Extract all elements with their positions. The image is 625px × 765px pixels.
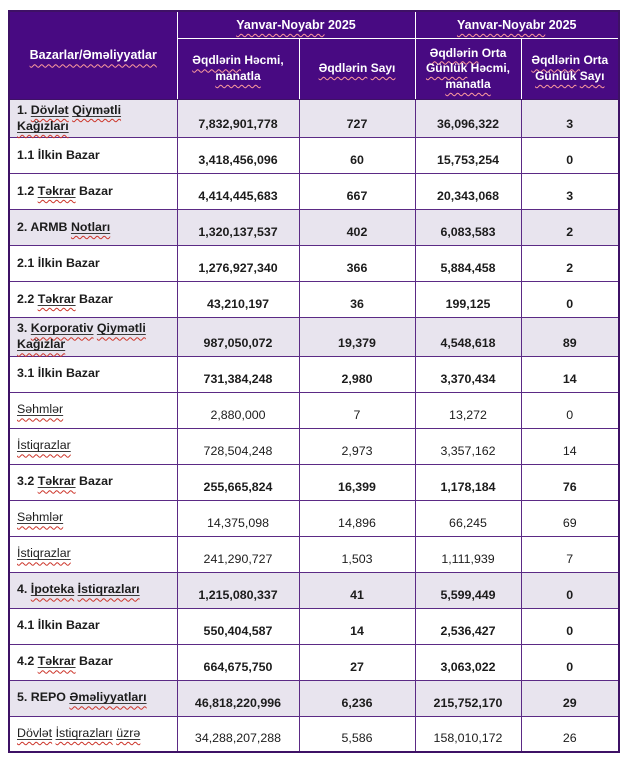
value-cell: 550,404,587 xyxy=(177,608,299,644)
misspelled-word: Günlük xyxy=(425,61,468,76)
misspelled-word: Əqdlərin xyxy=(318,61,368,76)
underlined-word: Korporativ xyxy=(30,321,94,336)
value-cell: 2,536,427 xyxy=(415,608,521,644)
misspelled-word xyxy=(17,402,63,416)
underlined-word: Notları xyxy=(70,220,111,235)
misspelled-word xyxy=(17,438,71,452)
table-row xyxy=(9,464,619,500)
value-cell: 0 xyxy=(521,608,619,644)
underlined-word: Təkrar xyxy=(37,654,76,669)
table-row xyxy=(9,428,619,464)
value-cell: 3,370,434 xyxy=(415,356,521,392)
value-cell: 13,272 xyxy=(415,392,521,428)
misspelled-word xyxy=(116,726,140,740)
value-cell: 158,010,172 xyxy=(415,716,521,752)
table-row xyxy=(9,644,619,680)
value-cell: 667 xyxy=(299,174,415,210)
value-cell: 19,379 xyxy=(299,318,415,356)
table-row xyxy=(9,500,619,536)
misspelled-word xyxy=(17,510,63,524)
misspelled-word xyxy=(31,103,69,117)
misspelled-word: Yanvar-Noyabr xyxy=(236,17,325,32)
misspelled-word xyxy=(69,690,146,704)
value-cell: 255,665,824 xyxy=(177,464,299,500)
value-cell: 215,752,170 xyxy=(415,680,521,716)
value-cell: 1,276,927,340 xyxy=(177,246,299,282)
table-row xyxy=(9,318,619,356)
misspelled-word xyxy=(38,292,76,306)
value-cell: 3,063,022 xyxy=(415,644,521,680)
value-cell: 66,245 xyxy=(415,500,521,536)
row-label-cell xyxy=(9,428,177,464)
misspelled-word: Əqdlərin xyxy=(531,53,581,68)
row-label-cell xyxy=(9,500,177,536)
row-label-cell: 3.2 Təkrar Bazar xyxy=(9,464,177,500)
misspelled-word: Sayı xyxy=(370,61,396,76)
underlined-word: Səhmlər xyxy=(17,402,64,417)
value-cell: 7 xyxy=(521,536,619,572)
value-cell: 2,980 xyxy=(299,356,415,392)
securities-market-table xyxy=(8,10,620,753)
misspelled-word xyxy=(38,474,76,488)
row-label-cell: 3. Korporativ Qiymətli Kağızlar xyxy=(9,318,177,356)
table-row xyxy=(9,100,619,138)
value-cell: 16,399 xyxy=(299,464,415,500)
period-header-right: Yanvar-Noyabr 2025 xyxy=(415,11,619,39)
misspelled-word xyxy=(31,582,74,596)
value-cell: 7,832,901,778 xyxy=(177,100,299,138)
underlined-word: İstiqrazları xyxy=(77,582,140,597)
value-cell: 3,357,162 xyxy=(415,428,521,464)
misspelled-word xyxy=(31,321,94,335)
value-cell: 5,884,458 xyxy=(415,246,521,282)
value-cell: 4,414,445,683 xyxy=(177,174,299,210)
underlined-word: Təkrar xyxy=(37,292,76,307)
period-header-left: Yanvar-Noyabr 2025 xyxy=(177,11,415,39)
value-cell: 14 xyxy=(521,356,619,392)
table-row xyxy=(9,392,619,428)
value-cell: 14 xyxy=(521,428,619,464)
misspelled-word xyxy=(38,184,76,198)
value-cell: 1,111,939 xyxy=(415,536,521,572)
value-cell: 34,288,207,288 xyxy=(177,716,299,752)
value-cell: 15,753,254 xyxy=(415,138,521,174)
underlined-word: Qiymətli xyxy=(72,103,122,117)
value-cell: 6,236 xyxy=(299,680,415,716)
header-period-row xyxy=(9,11,619,39)
value-cell: 1,320,137,537 xyxy=(177,210,299,246)
underlined-word: Dövlət xyxy=(17,726,53,741)
underlined-word: Təkrar xyxy=(37,474,76,489)
col-header-avg-daily-volume: Əqdlərin Orta Günlük Həcmi, manatla xyxy=(415,39,521,100)
value-cell: 41 xyxy=(299,572,415,608)
value-cell: 2 xyxy=(521,246,619,282)
underlined-word: Təkrar xyxy=(37,184,76,199)
value-cell: 0 xyxy=(521,392,619,428)
misspelled-word xyxy=(78,582,140,596)
value-cell: 1,503 xyxy=(299,536,415,572)
misspelled-word: Sayı xyxy=(579,69,605,83)
misspelled-word xyxy=(72,103,121,117)
misspelled-word xyxy=(17,119,69,133)
table-row xyxy=(9,246,619,282)
value-cell: 199,125 xyxy=(415,282,521,318)
value-cell: 402 xyxy=(299,210,415,246)
value-cell: 36,096,322 xyxy=(415,100,521,138)
value-cell: 7 xyxy=(299,392,415,428)
misspelled-word xyxy=(17,546,71,560)
misspelled-word xyxy=(17,726,52,740)
row-label-cell: 2.2 Təkrar Bazar xyxy=(9,282,177,318)
misspelled-word: manatla xyxy=(445,76,491,91)
value-cell: 89 xyxy=(521,318,619,356)
col-header-deal-volume: Əqdlərin Həcmi, manatla xyxy=(177,39,299,100)
value-cell: 366 xyxy=(299,246,415,282)
value-cell: 26 xyxy=(521,716,619,752)
value-cell: 3 xyxy=(521,174,619,210)
row-label-cell xyxy=(9,392,177,428)
row-label-cell: 5. REPO Əməliyyatları xyxy=(9,680,177,716)
row-label-cell: 2.1 İlkin Bazar xyxy=(9,246,177,282)
value-cell: 1,215,080,337 xyxy=(177,572,299,608)
value-cell: 241,290,727 xyxy=(177,536,299,572)
underlined-word: Qiymətli xyxy=(96,321,146,336)
underlined-word: İstiqrazlar xyxy=(17,546,71,561)
row-label-cell: 1.2 Təkrar Bazar xyxy=(9,174,177,210)
table-row xyxy=(9,174,619,210)
misspelled-word: Bazarlar/Əməliyyatlar xyxy=(29,48,157,63)
row-label-cell: 1.1 İlkin Bazar xyxy=(9,138,177,174)
row-label-cell: 1. Dövlət Qiymətli Kağızları xyxy=(9,100,177,138)
value-cell: 5,599,449 xyxy=(415,572,521,608)
row-label-cell xyxy=(9,536,177,572)
value-cell: 6,083,583 xyxy=(415,210,521,246)
underlined-word: Kağızlar xyxy=(17,337,66,352)
col-header-avg-daily-count: Əqdlərin Orta Günlük Sayı xyxy=(521,39,619,100)
value-cell: 5,586 xyxy=(299,716,415,752)
value-cell: 987,050,072 xyxy=(177,318,299,356)
underlined-word: Kağızları xyxy=(17,119,69,134)
underlined-word: Dövlət xyxy=(30,103,69,117)
col-header-deal-count xyxy=(299,39,415,100)
value-cell: 2 xyxy=(521,210,619,246)
value-cell: 664,675,750 xyxy=(177,644,299,680)
value-cell: 43,210,197 xyxy=(177,282,299,318)
table-row xyxy=(9,608,619,644)
value-cell: 0 xyxy=(521,644,619,680)
value-cell: 1,178,184 xyxy=(415,464,521,500)
misspelled-word xyxy=(97,321,146,335)
row-label-cell: 4. İpoteka İstiqrazları xyxy=(9,572,177,608)
value-cell: 14,896 xyxy=(299,500,415,536)
row-label-cell: 4.1 İlkin Bazar xyxy=(9,608,177,644)
table-header xyxy=(9,11,619,100)
row-label-cell: 3.1 İlkin Bazar xyxy=(9,356,177,392)
row-label-cell xyxy=(9,716,177,752)
value-cell: 14 xyxy=(299,608,415,644)
value-cell: 20,343,068 xyxy=(415,174,521,210)
value-cell: 14,375,098 xyxy=(177,500,299,536)
misspelled-word xyxy=(38,654,76,668)
table-row xyxy=(9,716,619,752)
value-cell: 3 xyxy=(521,100,619,138)
misspelled-word: Əqdlərin xyxy=(192,53,241,68)
value-cell: 731,384,248 xyxy=(177,356,299,392)
misspelled-word: manatla xyxy=(215,69,261,83)
underlined-word: İpoteka xyxy=(30,582,75,597)
underlined-word: İstiqrazları xyxy=(55,726,113,741)
value-cell: 76 xyxy=(521,464,619,500)
value-cell: 0 xyxy=(521,138,619,174)
underlined-word: üzrə xyxy=(116,726,141,741)
table-row xyxy=(9,138,619,174)
misspelled-word: Yanvar-Noyabr xyxy=(456,17,546,32)
value-cell: 4,548,618 xyxy=(415,318,521,356)
misspelled-word: Əqdlərin xyxy=(429,45,479,60)
value-cell: 60 xyxy=(299,138,415,174)
misspelled-word xyxy=(56,726,113,740)
value-cell: 2,880,000 xyxy=(177,392,299,428)
value-cell: 0 xyxy=(521,282,619,318)
underlined-word: Əməliyyatları xyxy=(69,690,147,705)
value-cell: 0 xyxy=(521,572,619,608)
row-label-cell: 2. ARMB Notları xyxy=(9,210,177,246)
value-cell: 2,973 xyxy=(299,428,415,464)
row-label-cell: 4.2 Təkrar Bazar xyxy=(9,644,177,680)
table-row xyxy=(9,536,619,572)
value-cell: 728,504,248 xyxy=(177,428,299,464)
value-cell: 46,818,220,996 xyxy=(177,680,299,716)
table-row xyxy=(9,282,619,318)
table-row xyxy=(9,680,619,716)
value-cell: 69 xyxy=(521,500,619,536)
underlined-word: Səhmlər xyxy=(17,510,64,525)
markets-operations-header xyxy=(9,11,177,100)
misspelled-word: Günlük xyxy=(535,69,577,83)
value-cell: 727 xyxy=(299,100,415,138)
table-body xyxy=(9,100,619,753)
underlined-word: İstiqrazlar xyxy=(17,438,71,453)
misspelled-word xyxy=(17,337,65,351)
value-cell: 27 xyxy=(299,644,415,680)
misspelled-word xyxy=(71,220,110,234)
table-row xyxy=(9,572,619,608)
table-row xyxy=(9,356,619,392)
table-row xyxy=(9,210,619,246)
value-cell: 3,418,456,096 xyxy=(177,138,299,174)
value-cell: 29 xyxy=(521,680,619,716)
value-cell: 36 xyxy=(299,282,415,318)
